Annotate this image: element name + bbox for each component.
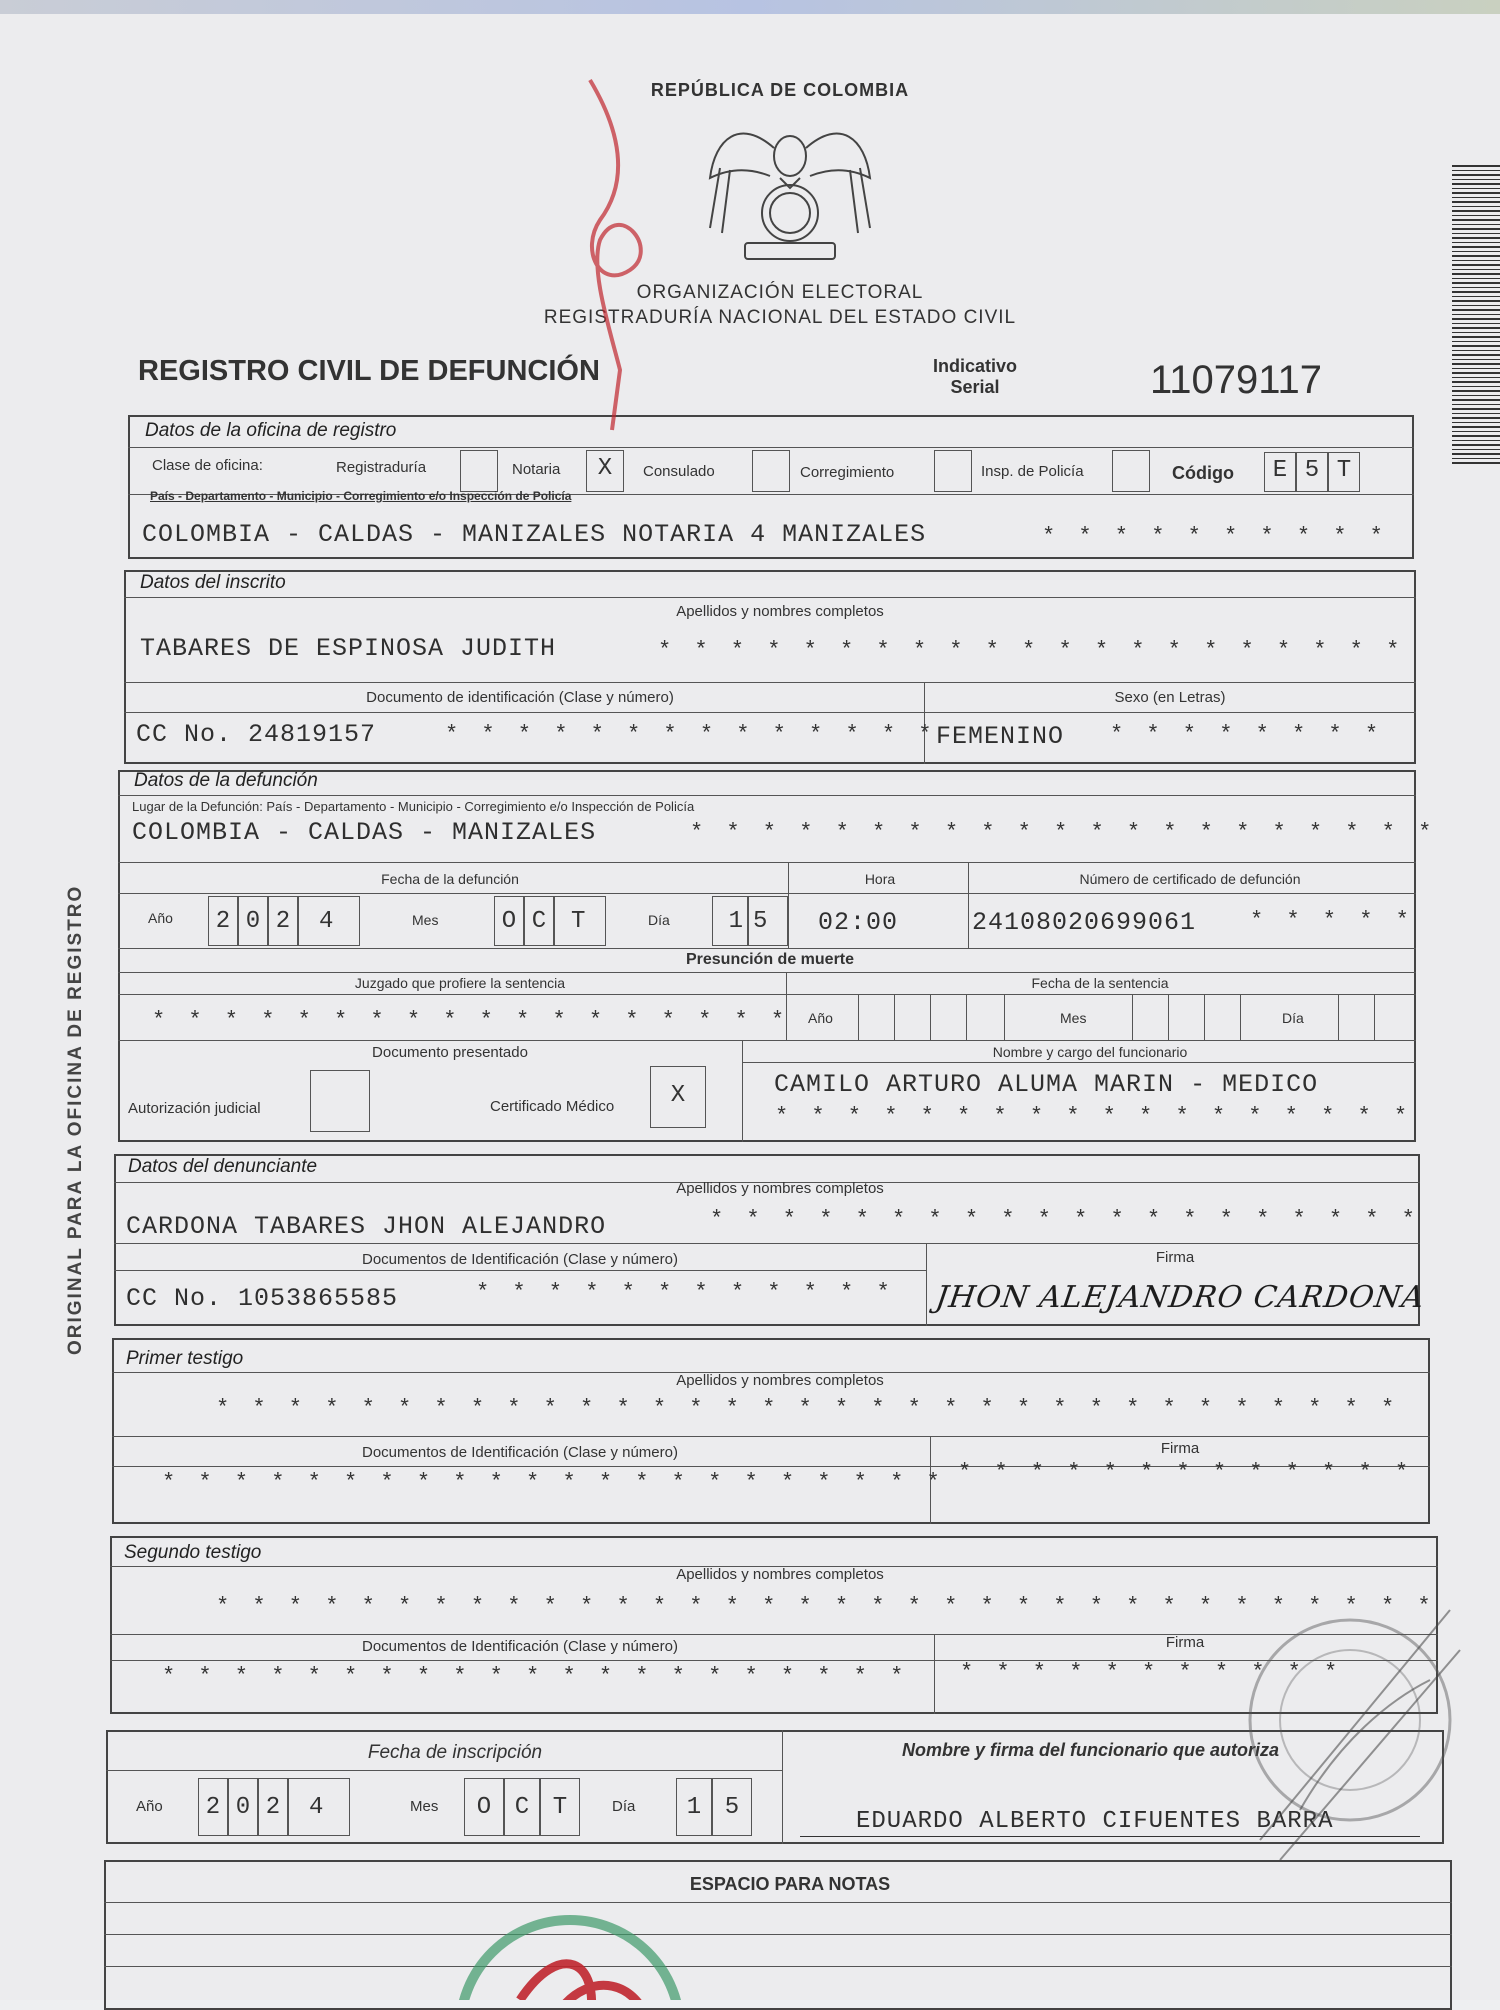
funcionario-stars: * * * * * * * * * * * * * * * * * *	[775, 1104, 1413, 1129]
insc-month-letter: T	[540, 1778, 580, 1836]
inscripcion-month-label: Mes	[410, 1798, 439, 1815]
denunciante-names: CARDONA TABARES JHON ALEJANDRO	[126, 1212, 607, 1241]
codigo-cell: T	[1328, 452, 1360, 492]
defuncion-hour: 02:00	[818, 908, 899, 937]
serial-number: 11079117	[1150, 358, 1323, 402]
testigo2-doc-label: Documentos de Identificación (Clase y número)	[362, 1638, 678, 1655]
inscrito-sex: FEMENINO	[936, 722, 1065, 751]
inscripcion-day-label: Día	[612, 1798, 636, 1815]
denunciante-section-title: Datos del denunciante	[128, 1156, 318, 1177]
indicativo-label: Indicativo	[932, 356, 1017, 376]
year-digit: 4	[298, 896, 360, 946]
inscrito-doc-stars: * * * * * * * * * * * * * *	[445, 722, 937, 747]
notas-label: ESPACIO PARA NOTAS	[689, 1874, 891, 1894]
checkbox-registraduria	[460, 450, 498, 492]
checkbox-corregimiento	[934, 450, 972, 492]
year-digit: 2	[268, 896, 298, 946]
funcionario-name: CAMILO ARTURO ALUMA MARIN - MEDICO	[774, 1070, 1319, 1099]
registry-heading: REGISTRADURÍA NACIONAL DEL ESTADO CIVIL	[543, 307, 1017, 328]
inscripcion-funcionario: EDUARDO ALBERTO CIFUENTES BARRA	[856, 1808, 1334, 1835]
location-label: País - Departamento - Municipio - Corregimiento e/o Inspección de Policía	[150, 489, 572, 503]
defuncion-section-title: Datos de la defunción	[134, 770, 318, 791]
defuncion-month-label: Mes	[412, 912, 439, 928]
insc-day-digit: 1	[676, 1778, 712, 1836]
clase-label: Clase de oficina:	[152, 457, 263, 474]
inscripcion-year-label: Año	[136, 1798, 163, 1815]
inscripcion-date-label: Fecha de inscripción	[367, 1742, 543, 1763]
testigo1-names-label: Apellidos y nombres completos	[676, 1372, 884, 1389]
defuncion-hour-label: Hora	[864, 871, 896, 887]
testigo1-section-title: Primer testigo	[126, 1348, 244, 1369]
red-initials-mark	[560, 70, 700, 440]
background-strip	[0, 0, 1500, 14]
inscripcion-funcionario-label: Nombre y firma del funcionario que autoriza	[902, 1740, 1280, 1760]
serial-label: Serial	[950, 377, 1000, 397]
org-heading: ORGANIZACIÓN ELECTORAL	[636, 282, 924, 303]
sentencia-day-label: Día	[1282, 1010, 1304, 1026]
doc-presentado-label: Documento presentado	[372, 1044, 528, 1061]
testigo2-names-stars: * * * * * * * * * * * * * * * * * * * * * * * * * * * * * * * * * *	[216, 1594, 1436, 1619]
testigo1-doc-stars: * * * * * * * * * * * * * * * * * * * * * *	[162, 1470, 945, 1495]
testigo1-names-stars: * * * * * * * * * * * * * * * * * * * * * * * * * * * * * * * * *	[216, 1396, 1400, 1421]
inscrito-doc: CC No. 24819157	[136, 720, 377, 749]
defuncion-cert-stars: * * * * *	[1250, 908, 1414, 933]
testigo2-names-label: Apellidos y nombres completos	[676, 1566, 884, 1583]
inscrito-sex-stars: * * * * * * * *	[1110, 722, 1384, 747]
inscrito-names-label: Apellidos y nombres completos	[676, 603, 884, 620]
inscrito-section-title: Datos del inscrito	[140, 572, 286, 593]
inscrito-sex-label: Sexo (en Letras)	[1114, 689, 1226, 706]
insc-month-letter: O	[464, 1778, 504, 1836]
inscrito-names-stars: * * * * * * * * * * * * * * * * * * * * *	[658, 638, 1405, 663]
testigo1-section	[112, 1338, 1430, 1524]
insc-year-digit: 4	[288, 1778, 350, 1836]
month-letter: O	[494, 896, 524, 946]
testigo2-doc-stars: * * * * * * * * * * * * * * * * * * * * *	[162, 1664, 909, 1689]
presuncion-label: Presunción de muerte	[685, 951, 855, 968]
insc-month-letter: C	[504, 1778, 540, 1836]
denunciante-doc-label: Documentos de Identificación (Clase y número)	[362, 1251, 678, 1268]
insc-year-digit: 0	[228, 1778, 258, 1836]
testigo1-firma-label: Firma	[1160, 1440, 1200, 1457]
juzgado-label: Juzgado que profiere la sentencia	[354, 975, 566, 991]
denunciante-names-label: Apellidos y nombres completos	[676, 1180, 884, 1197]
denunciante-names-stars: * * * * * * * * * * * * * * * * * * * *	[710, 1207, 1420, 1232]
defuncion-day-label: Día	[648, 912, 670, 928]
document-page: REPÚBLICA DE COLOMBIA ORGANIZACIÓN ELECTORAL REGISTRADURÍA NACIONAL DEL ESTADO CIVIL REGISTRO CIVIL DE DEFUNCIÓN Indicativo Serial 11079117 ORIGINAL PARA LA OFICINA DE REGISTRO Datos de la oficina de registro Clase de oficina: Registraduría Notaria X Consulado Corregimiento Insp. de Policía Código E 5 T País - Departamento - Municipio - Corregimiento e/o Inspección de Policía COLOMBIA - CALDAS - MANIZALES NOTARIA 4 MANIZALES * * * * * * * * * * Datos del inscrito Apellidos y nombres completos TABARES DE ESPINOSA JUDITH * * * * * * * * * * * * * * * * * * * * * Documento de identificación (Clase y número) Sexo (en Letras) CC No. 24819157 * * * * * * * * * * * * * * FEMENINO * * * * * * * * Datos de la defunción Lugar de la Defunción: País - Departamento - Municipio - Corregimiento e/o Inspección de Policía COLOMBIA - CALDAS - MANIZALES * * * * * * * * * * * * * * * * * * * * * Fecha de la defunción Hora Número de certificado de defunción Año 2 0 2 4 Mes O C T Día 1 5 02:00 24108020699061 * * * * * Presunción de muerte Juzgado que profiere la sentencia Fecha de la sentencia * * * * * * * * * * * * * * * * * * Año Mes Día Documento presentado Nombre y cargo del funcionario Autorización judicial Certificado Médico X CAMILO ARTURO ALUMA MARIN - MEDICO * * * * * * * * * * * * * * * * * * Datos del denunciante Apellidos y nombres completos CARDONA TABARES JHON ALEJANDRO * * * * * * * * * * * * * * * * * * * * Documentos de Identificación (Clase y número) Firma CC No. 1053865585 * * * * * * * * * * * * JHON ALEJANDRO CARDONA Primer testigo Apellidos y nombres completos * * * * * * * * * * * * * * * * * * * * * * * * * * * * * * * * * Documentos de Identificación (Clase y número) Firma * * * * * * * * * * * * * * * * * * * * * * * * * * * * * * * * * * * Segundo testigo Apellidos y nombres completos * * * * * * * * * * * * * * * * * * * * * * * * * * * * * * * * * * Documentos de Identificación (Clase y número) Firma * * * * * * * * * * * * * * * * * * * * * * * * * * * * * * * * Fecha de inscripción Año 2 0 2 4 Mes O C T Día 1 5 Nombre y firma del funcionario que autoriza EDUARDO ALBERTO CIFUENTES BARRA ESPACIO PARA NOTAS	[0, 0, 1500, 2000]
denunciante-firma-label: Firma	[1155, 1249, 1195, 1266]
option-notaria: Notaria	[512, 461, 561, 478]
office-location: COLOMBIA - CALDAS - MANIZALES NOTARIA 4 MANIZALES	[142, 520, 927, 549]
denunciante-doc: CC No. 1053865585	[126, 1284, 399, 1313]
inscrito-doc-label: Documento de identificación (Clase y número)	[366, 689, 674, 706]
insc-year-digit: 2	[198, 1778, 228, 1836]
certificado-label: Certificado Médico	[490, 1098, 615, 1115]
defuncion-place: COLOMBIA - CALDAS - MANIZALES	[132, 818, 597, 847]
defuncion-year-label: Año	[148, 910, 173, 926]
codigo-cell: E	[1264, 452, 1296, 492]
certificado-checkbox: X	[650, 1066, 706, 1128]
official-stamp-icon	[1220, 1590, 1470, 1890]
option-inspeccion: Insp. de Policía	[981, 463, 1084, 480]
autorizacion-label: Autorización judicial	[128, 1100, 261, 1117]
codigo-cell: 5	[1296, 452, 1328, 492]
testigo1-firma-stars: * * * * * * * * * * * * *	[958, 1460, 1414, 1485]
denunciante-doc-stars: * * * * * * * * * * * *	[476, 1280, 895, 1305]
juzgado-stars: * * * * * * * * * * * * * * * * * *	[152, 1008, 790, 1033]
office-section-title: Datos de la oficina de registro	[145, 420, 397, 441]
option-consulado: Consulado	[643, 463, 715, 480]
defuncion-date-label: Fecha de la defunción	[381, 871, 519, 887]
insc-day-digit: 5	[712, 1778, 752, 1836]
checkbox-notaria: X	[586, 450, 624, 492]
republic-heading: REPÚBLICA DE COLOMBIA	[650, 80, 910, 100]
sentencia-month-label: Mes	[1060, 1010, 1087, 1026]
office-location-stars: * * * * * * * * * *	[1042, 524, 1388, 549]
testigo2-section-title: Segundo testigo	[124, 1542, 262, 1563]
option-registraduria: Registraduría	[336, 459, 427, 476]
green-stamp-icon	[440, 1900, 700, 2000]
sentencia-year-label: Año	[808, 1010, 833, 1026]
national-seal-icon	[700, 108, 880, 268]
testigo2-firma-label: Firma	[1165, 1634, 1205, 1651]
option-corregimiento: Corregimiento	[800, 464, 895, 481]
day-digit: 1	[712, 896, 748, 946]
testigo1-doc-label: Documentos de Identificación (Clase y número)	[362, 1444, 678, 1461]
year-digit: 2	[208, 896, 238, 946]
month-letter: T	[554, 896, 606, 946]
barcode	[1452, 165, 1500, 465]
month-letter: C	[524, 896, 554, 946]
day-digit: 5	[748, 896, 788, 946]
insc-year-digit: 2	[258, 1778, 288, 1836]
document-title: REGISTRO CIVIL DE DEFUNCIÓN	[138, 355, 600, 387]
codigo-label: Código	[1172, 463, 1234, 483]
checkbox-inspeccion	[1112, 450, 1150, 492]
inscrito-names: TABARES DE ESPINOSA JUDITH	[140, 634, 557, 663]
checkbox-consulado	[752, 450, 790, 492]
funcionario-label: Nombre y cargo del funcionario	[992, 1044, 1188, 1060]
autorizacion-checkbox	[310, 1070, 370, 1132]
testigo2-firma-stars: * * * * * * * * * * *	[960, 1660, 1343, 1685]
year-digit: 0	[238, 896, 268, 946]
sentencia-label: Fecha de la sentencia	[1031, 975, 1169, 991]
defuncion-cert-label: Número de certificado de defunción	[1079, 871, 1301, 887]
defuncion-place-label: Lugar de la Defunción: País - Departamento - Municipio - Corregimiento e/o Inspección de Policía	[132, 799, 695, 814]
denunciante-signature: JHON ALEJANDRO CARDONA	[933, 1280, 1428, 1315]
defuncion-place-stars: * * * * * * * * * * * * * * * * * * * * *	[690, 820, 1437, 845]
defuncion-cert: 24108020699061	[972, 908, 1197, 937]
